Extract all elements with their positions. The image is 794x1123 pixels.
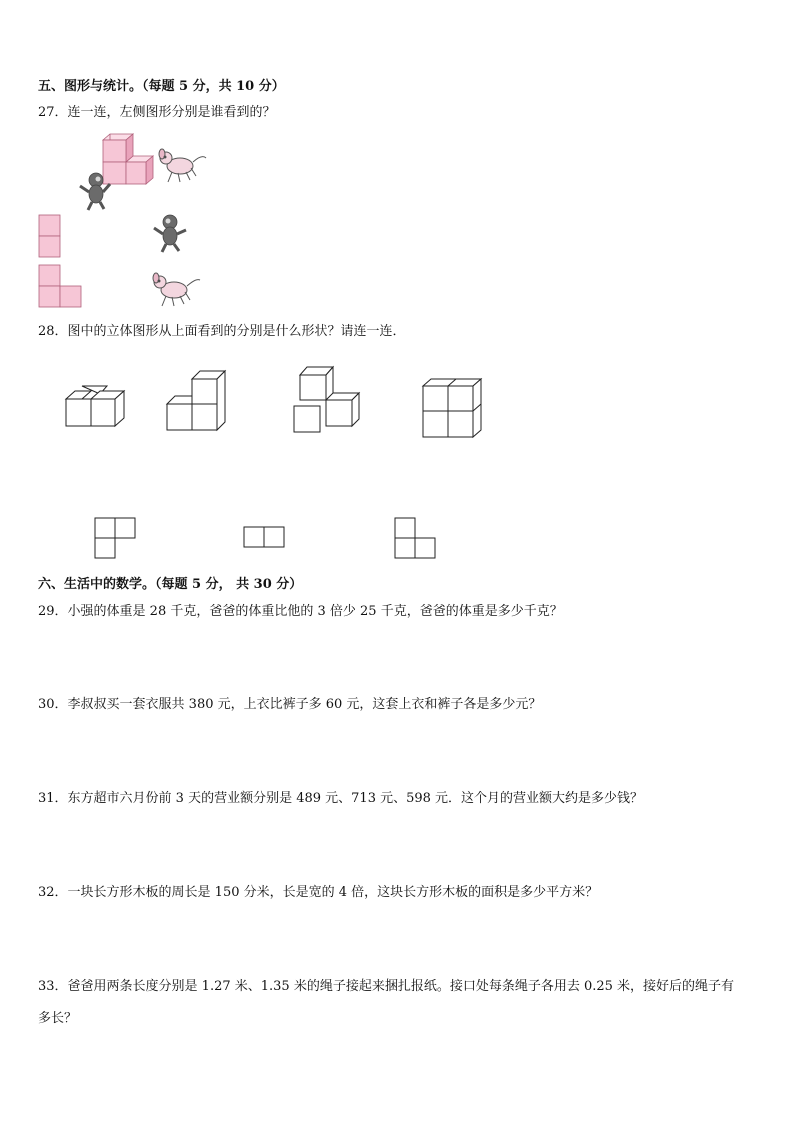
section5-heading: 五、图形与统计。（每题 5 分，共 10 分） — [38, 79, 285, 94]
solid-figure-1 — [66, 386, 124, 426]
section6-heading: 六、生活中的数学。（每题 5 分， 共 30 分） — [38, 577, 303, 592]
solid-figure-3 — [294, 367, 359, 432]
solid-figure-4 — [423, 379, 481, 437]
dog-icon — [159, 149, 206, 182]
monkey-icon — [154, 215, 186, 252]
question-28: 28．图中的立体图形从上面看到的分别是什么形状？请连一连． — [38, 324, 406, 339]
question-31: 31．东方超市六月份前 3 天的营业额分别是 489 元、713 元、598 元．这个月的营业额大约是多少钱？ — [38, 791, 644, 806]
solid-figure-2 — [167, 371, 225, 430]
question-29: 29．小强的体重是 28 千克，爸爸的体重比他的 3 倍少 25 千克，爸爸的体重是多少千克？ — [38, 604, 563, 619]
view-l-shape — [39, 265, 81, 307]
question-27: 27．连一连，左侧图形分别是谁看到的？ — [38, 105, 276, 120]
top-view-shape-1 — [95, 518, 135, 558]
top-view-shape-2 — [244, 527, 284, 547]
dog-icon — [153, 273, 200, 306]
question-33-line1: 33．爸爸用两条长度分别是 1.27 米、1.35 米的绳子接起来捆扎报纸。接口处每条绳子各用去 0.25 米，接好后的绳子有 — [38, 979, 735, 994]
view-two-squares-vertical — [39, 215, 60, 257]
pink-cube-stack — [103, 134, 153, 184]
question-32: 32．一块长方形木板的周长是 150 分米，长是宽的 4 倍，这块长方形木板的面积是多少平方米？ — [38, 885, 599, 900]
question-33-line2: 多长？ — [38, 1011, 78, 1026]
top-view-shape-3 — [395, 518, 435, 558]
question-30: 30．李叔叔买一套衣服共 380 元，上衣比裤子多 60 元，这套上衣和裤子各是多少元？ — [38, 697, 542, 712]
